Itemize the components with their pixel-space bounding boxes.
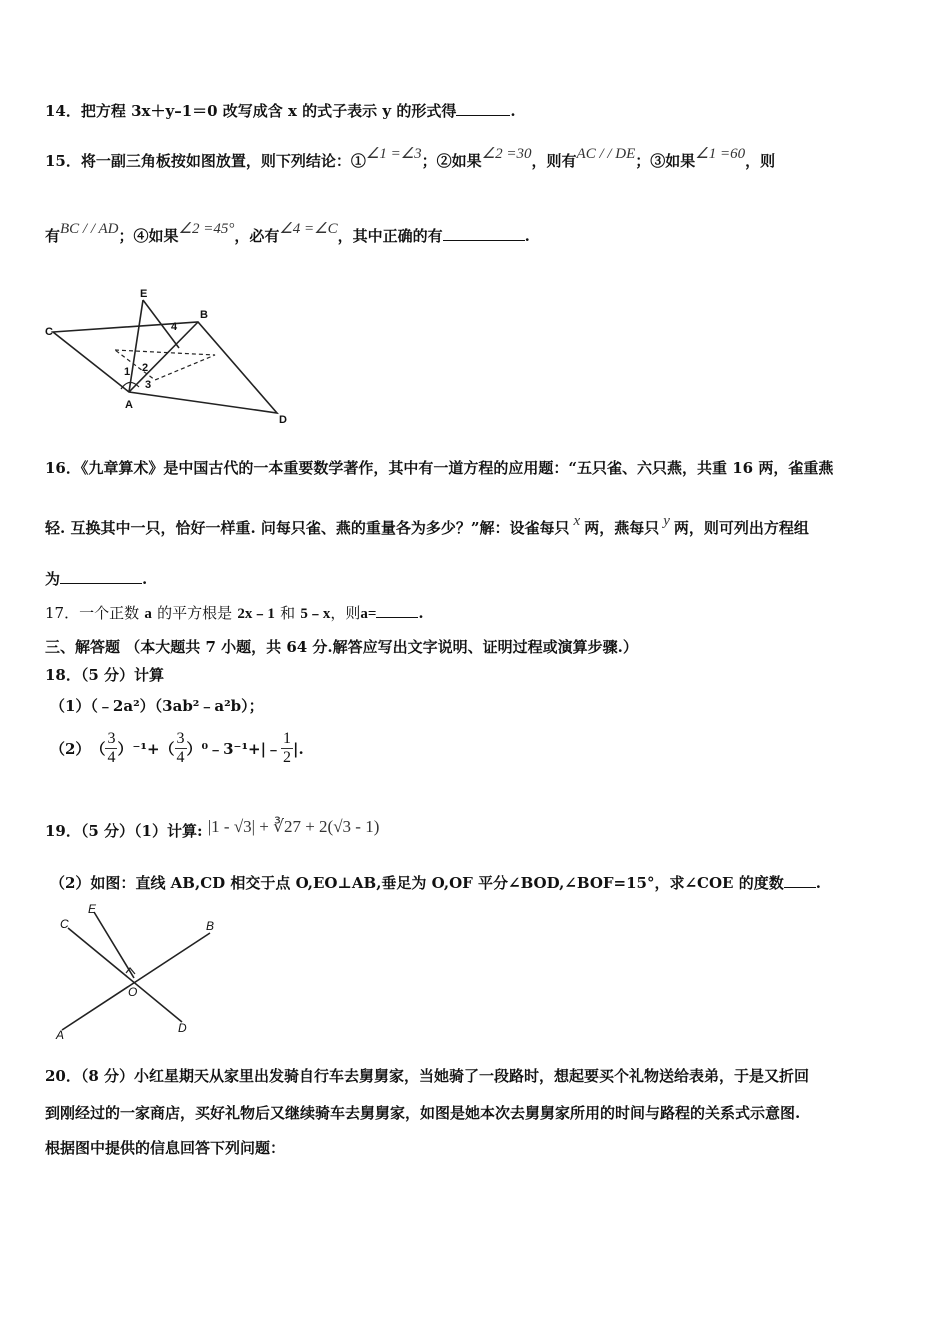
q15-text-3: ，则有 [531, 152, 577, 170]
q15-line-AB [129, 322, 198, 392]
q15-text-6: 有 [45, 227, 61, 245]
question-18-part1 [50, 695, 264, 716]
q19-text-1: 19．（5 分）（1）计算: [45, 822, 203, 840]
q14-end: . [510, 102, 516, 120]
q19-label-D: D [178, 1021, 187, 1035]
q17-text-3: 和 [280, 604, 296, 622]
q17-text-2: 的平方根是 [157, 604, 233, 622]
q18-part2-mid2: ）⁰﹣3⁻¹+|﹣ [186, 740, 282, 758]
question-18-part2: （2） （ $\frac{3}{4}$ ）⁻¹+（ $\frac{3}{4}$ ）⁰﹣3⁻¹+|﹣ $\frac{1}{2}$ |. [50, 730, 304, 766]
question-19-line2 [50, 872, 821, 893]
q15-text-5: ，则 [745, 152, 776, 170]
q15-math-7: ∠4 =∠C [279, 221, 338, 237]
q19-label-E: E [88, 902, 97, 916]
q15-figure [45, 285, 305, 430]
question-15-line1 [45, 146, 776, 171]
q18-fraction-1-den: 4 [107, 749, 116, 766]
question-15-line2 [45, 221, 530, 246]
q16-var-x: x [573, 513, 581, 529]
q15-text-9: ，其中正确的有 [337, 227, 443, 245]
question-14 [45, 100, 516, 121]
q16-end: . [142, 570, 148, 588]
q18-part1-text: （1）（﹣2a²）（3ab²﹣a²b）； [50, 697, 264, 715]
q15-math-4: ∠1 =60 [695, 146, 746, 162]
q15-label-2: 2 [142, 362, 149, 374]
q17-var-a: a [144, 606, 152, 622]
q15-math-1: ∠1 =∠3 [365, 146, 422, 162]
q20-text-1: 20．（8 分）小红星期天从家里出发骑自行车去舅舅家，当她骑了一段路时，想起要买个礼物送给表弟，于是又折回 [45, 1067, 810, 1085]
q15-outer-quadrilateral [53, 322, 277, 413]
q16-text-5: 为 [45, 570, 61, 588]
q19-label-C: C [60, 917, 69, 931]
question-20-line3 [45, 1137, 285, 1158]
q19-line-EO [94, 912, 134, 978]
question-19-line1 [45, 817, 380, 841]
q19-line-CD [68, 928, 182, 1022]
q18-fraction-2 [175, 730, 187, 767]
q17-expr-2: 5﹣x [300, 606, 331, 622]
q15-text-4: ；③如果 [635, 152, 696, 170]
q16-text-1: 16．《九章算术》是中国古代的一本重要数学著作，其中有一道方程的应用题：“五只雀、六只燕，共重 16 两，雀重燕 [45, 459, 834, 477]
q17-expr-1: 2x﹣1 [237, 606, 275, 622]
q18-fraction-1-num: 3 [107, 730, 116, 747]
q19-end: . [815, 874, 821, 892]
q15-label-A: A [125, 399, 133, 411]
q14-answer-blank[interactable] [456, 114, 510, 116]
q15-label-1: 1 [124, 366, 131, 378]
q15-label-B: B [200, 309, 208, 321]
q16-answer-blank[interactable] [60, 582, 142, 584]
q17-text-4: ，则 [330, 604, 361, 622]
q19-expression: |1 - √3| + ∛27 + 2(√3 - 1) [207, 817, 380, 836]
q18-title-text: 18．（5 分）计算 [45, 666, 165, 684]
q14-text: 14．把方程 3x＋y–1＝0 改写成含 x 的式子表示 y 的形式得 [45, 102, 457, 120]
q19-figure [50, 900, 230, 1040]
q19-label-B: B [206, 919, 215, 933]
q15-end: . [524, 227, 530, 245]
q18-fraction-3-num: 1 [283, 730, 292, 747]
q18-fraction-3 [281, 730, 293, 767]
q20-text-2: 到刚经过的一家商店，买好礼物后又继续骑车去舅舅家，如图是她本次去舅舅家所用的时间与路程的关系式示意图. [45, 1104, 801, 1122]
q16-var-y: y [663, 513, 670, 529]
q15-text-1: 15．将一副三角板按如图放置，则下列结论：① [45, 152, 366, 170]
question-17 [45, 602, 424, 623]
question-16-line3 [45, 568, 147, 589]
q15-label-4: 4 [171, 321, 178, 333]
q15-math-6: ∠2 =45° [178, 221, 235, 237]
q15-answer-blank[interactable] [443, 239, 525, 241]
question-20-line1 [45, 1065, 809, 1086]
q15-math-5: BC / / AD [60, 221, 119, 237]
q17-end: . [418, 604, 424, 622]
q19-text-2: （2）如图：直线 AB,CD 相交于点 O,EO⊥AB,垂足为 O,OF 平分∠BOD,∠BOF=15°，求∠COE 的度数 [50, 874, 784, 892]
q15-line-AE [129, 300, 143, 392]
q15-math-2: ∠2 =30 [481, 146, 532, 162]
q18-fraction-3-den: 2 [283, 749, 292, 766]
q18-part2-mid1: ）⁻¹+（ [117, 740, 175, 758]
q15-text-8: ，必有 [234, 227, 280, 245]
q18-part2-end: |. [293, 739, 304, 758]
q16-text-3: 两，燕每只 [584, 519, 660, 537]
q18-fraction-2-den: 4 [176, 749, 185, 766]
question-18-title [45, 664, 164, 685]
q15-label-D: D [279, 414, 287, 426]
q15-label-C: C [45, 326, 53, 338]
question-16-line1 [45, 457, 833, 478]
q20-text-3: 根据图中提供的信息回答下列问题： [45, 1139, 286, 1157]
q18-fraction-2-num: 3 [176, 730, 185, 747]
q16-text-2: 轻. 互换其中一只，恰好一样重. 问每只雀、燕的重量各为多少？”解：设雀每只 [45, 519, 570, 537]
q18-fraction-1 [105, 730, 117, 767]
q18-part2-label: （2） [50, 740, 91, 758]
section-3-heading [45, 636, 638, 657]
q16-text-4: 两，则可列出方程组 [673, 519, 809, 537]
q15-label-E: E [140, 288, 148, 300]
q19-label-A: A [56, 1028, 65, 1040]
q15-text-7: ；④如果 [118, 227, 179, 245]
question-16-line2 [45, 513, 809, 538]
q15-text-2: ；②如果 [421, 152, 482, 170]
q19-label-O: O [128, 985, 138, 999]
q17-text-1: 17．一个正数 [45, 604, 140, 622]
section-3-text: 三、解答题 （本大题共 7 小题，共 64 分.解答应写出文字说明、证明过程或演算步骤.） [45, 638, 638, 656]
question-20-line2 [45, 1102, 800, 1123]
q17-text-5: a= [360, 606, 377, 622]
q19-answer-blank[interactable] [784, 886, 816, 888]
q17-answer-blank[interactable] [376, 616, 418, 618]
q15-label-3: 3 [145, 379, 152, 391]
q19-line-AB [62, 933, 210, 1030]
q15-math-3: AC / / DE [576, 146, 636, 162]
